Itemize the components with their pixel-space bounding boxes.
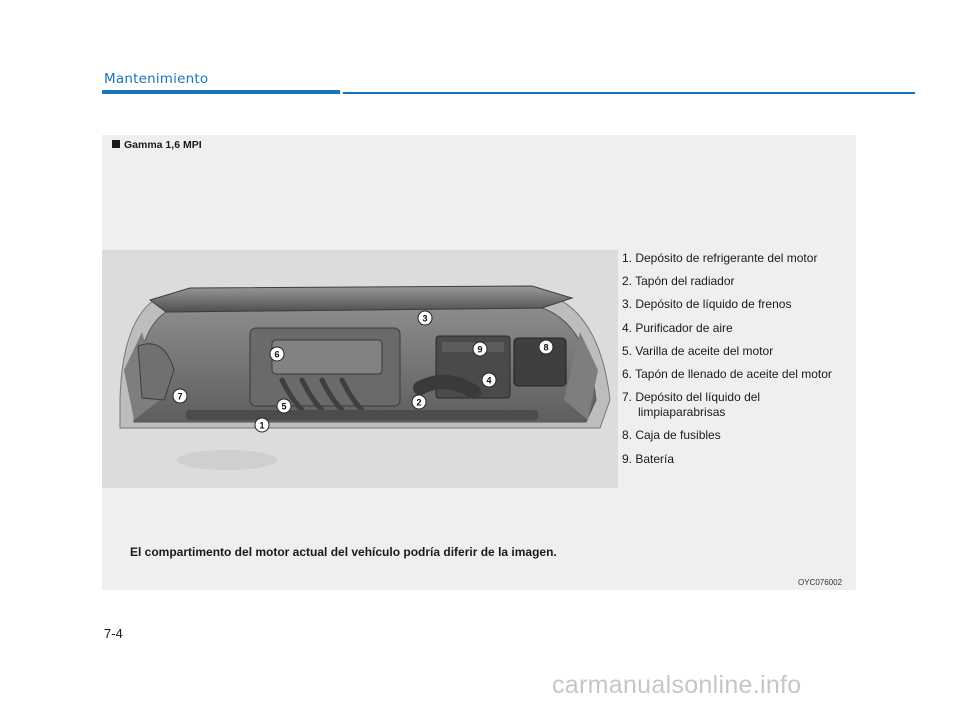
- svg-text:9: 9: [477, 344, 483, 355]
- legend-item: 4. Purificador de aire: [622, 320, 733, 335]
- legend-item-continuation: limpiaparabrisas: [638, 405, 726, 420]
- callout-1: [255, 418, 269, 432]
- callout-3: [418, 311, 432, 325]
- svg-text:5: 5: [281, 401, 287, 412]
- svg-text:4: 4: [486, 375, 492, 386]
- legend-item: 6. Tapón de llenado de aceite del motor: [622, 366, 832, 381]
- callout-6: [270, 347, 284, 361]
- header-rule-thin: [343, 92, 915, 94]
- svg-text:3: 3: [422, 313, 428, 324]
- callout-8: [539, 340, 553, 354]
- image-code: OYC076002: [798, 578, 843, 587]
- section-title: Mantenimiento: [104, 71, 209, 87]
- variant-label-text: Gamma 1,6 MPI: [124, 139, 202, 151]
- legend-item: [622, 390, 857, 420]
- svg-text:8: 8: [543, 342, 549, 353]
- legend-item-text: 7. Depósito del líquido del: [622, 390, 761, 405]
- legend-item: 3. Depósito de líquido de frenos: [622, 297, 792, 312]
- legend-item: 2. Tapón del radiador: [622, 274, 735, 289]
- callout-9: [473, 342, 487, 356]
- svg-text:6: 6: [274, 349, 280, 360]
- callout-5: [277, 399, 291, 413]
- engine-bay-drawing: [102, 250, 618, 488]
- svg-text:7: 7: [177, 391, 183, 402]
- legend-item: 5. Varilla de aceite del motor: [622, 343, 774, 358]
- variant-label: [112, 139, 202, 151]
- svg-text:2: 2: [416, 397, 422, 408]
- callout-4: [482, 373, 496, 387]
- svg-text:1: 1: [259, 420, 265, 431]
- engine-illustration: [102, 250, 618, 488]
- header-rule-thick: [102, 90, 340, 94]
- watermark: carmanualsonline.info: [552, 671, 802, 699]
- page-number: 7-4: [104, 626, 123, 641]
- figure-note: El compartimento del motor actual del vehículo podría diferir de la imagen.: [130, 545, 557, 559]
- legend-item: 9. Batería: [622, 451, 675, 466]
- legend-item: 8. Caja de fusibles: [622, 428, 721, 443]
- callout-2: [412, 395, 426, 409]
- component-legend: [622, 251, 857, 475]
- callout-7: [173, 389, 187, 403]
- square-bullet-icon: [112, 140, 120, 148]
- legend-item: 1. Depósito de refrigerante del motor: [622, 251, 818, 265]
